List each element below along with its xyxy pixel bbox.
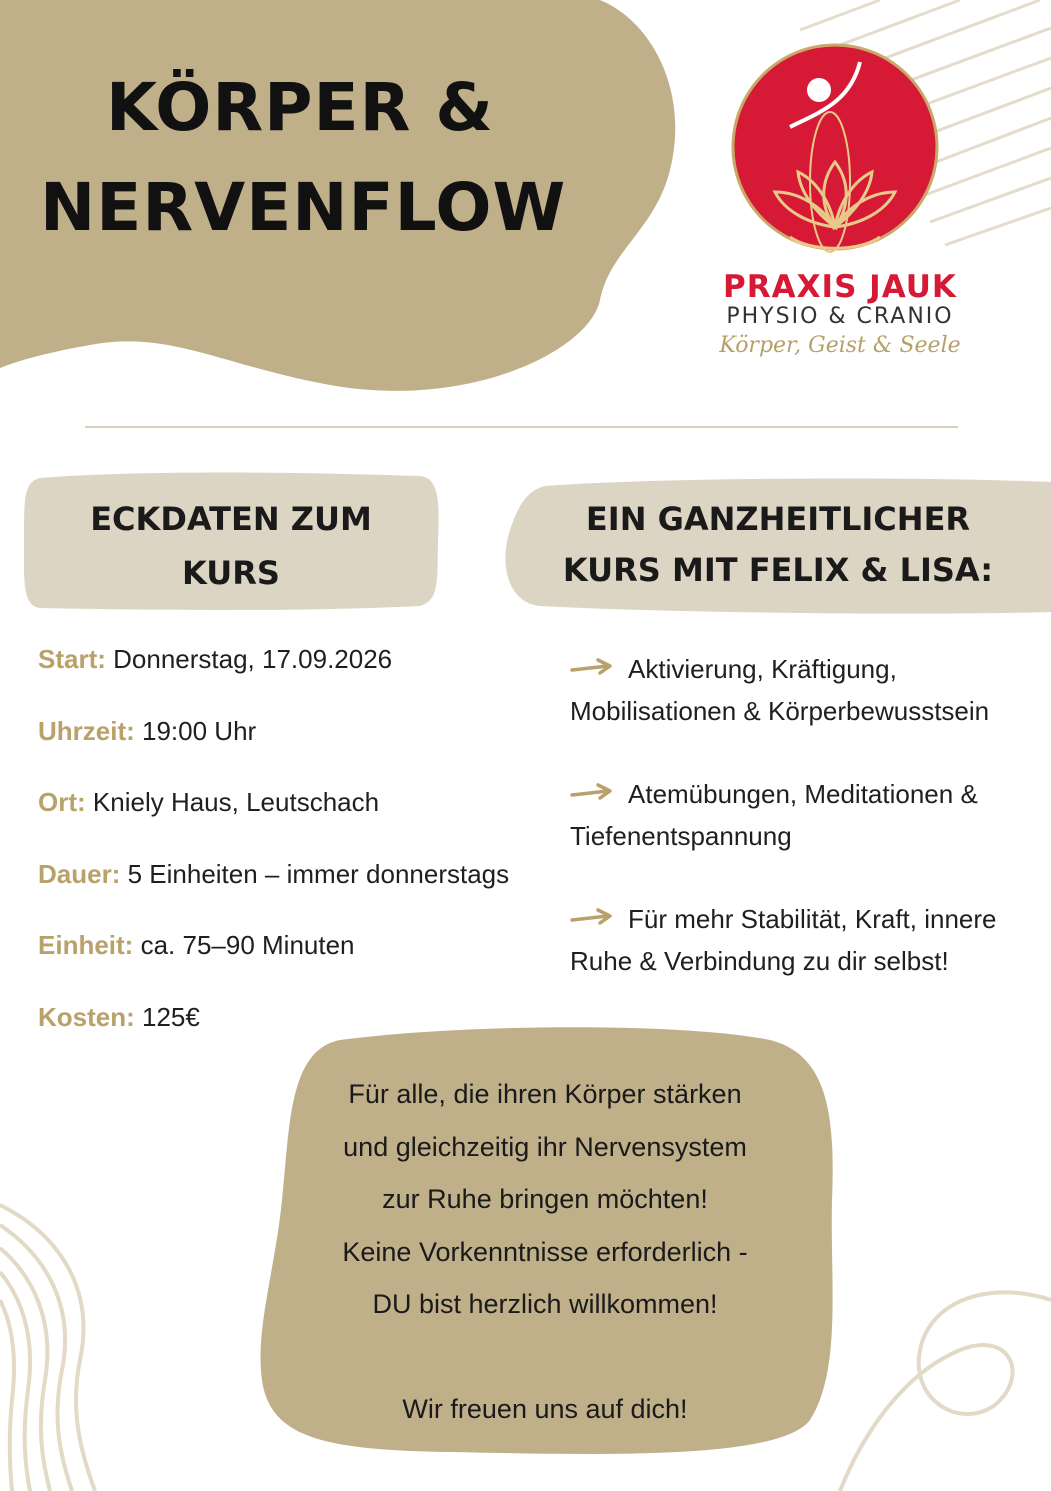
arrow-right-icon xyxy=(570,783,614,803)
brand-block xyxy=(700,270,980,362)
fact-value: Donnerstag, 17.09.2026 xyxy=(113,644,393,674)
fact-duration xyxy=(38,851,558,923)
fact-cost xyxy=(38,994,558,1066)
fact-label: Einheit: xyxy=(38,930,134,960)
right-header xyxy=(505,494,1051,596)
title-line: KÖRPER & xyxy=(106,69,494,146)
title-line: NERVENFLOW xyxy=(40,169,567,246)
highlight-text: Für mehr Stabilität, Kraft, innere xyxy=(628,904,997,934)
course-facts xyxy=(38,636,558,1065)
invitation-line: zur Ruhe bringen möchten! xyxy=(382,1184,708,1214)
highlight-item xyxy=(570,773,1040,898)
fact-label: Uhrzeit: xyxy=(38,715,135,746)
page-title xyxy=(40,58,567,258)
fact-session xyxy=(38,922,558,994)
fact-value: ca. 75–90 Minuten xyxy=(140,930,355,960)
fact-start xyxy=(38,636,558,708)
header-line: KURS xyxy=(182,554,280,592)
arrow-right-icon xyxy=(570,908,614,928)
highlight-text: Ruhe & Verbindung zu dir selbst! xyxy=(570,946,949,976)
brand-name: PRAXIS JAUK xyxy=(723,269,957,305)
highlight-text: Tiefenentspannung xyxy=(570,821,792,851)
invitation-line: und gleichzeitig ihr Nervensystem xyxy=(343,1131,747,1162)
invitation-text xyxy=(290,1068,800,1436)
brand-subtitle: PHYSIO & CRANIO xyxy=(726,304,954,329)
fact-label: Start: xyxy=(38,644,106,674)
highlight-text: Atemübungen, Meditationen & xyxy=(628,779,978,809)
header-line: KURS MIT FELIX & LISA: xyxy=(562,551,994,589)
loop-line xyxy=(840,1292,1051,1491)
highlight-item xyxy=(570,648,1040,773)
fact-value: 19:00 Uhr xyxy=(142,715,257,746)
invitation-line: Wir freuen uns auf dich! xyxy=(402,1394,688,1424)
highlight-item xyxy=(570,898,1040,1023)
fact-location xyxy=(38,779,558,851)
fact-value: 5 Einheiten – immer donnerstags xyxy=(127,858,510,889)
divider xyxy=(85,426,958,428)
invitation-line xyxy=(290,1331,800,1384)
highlight-text: Aktivierung, Kräftigung, xyxy=(628,654,897,684)
header-line: ECKDATEN ZUM xyxy=(90,500,372,538)
fact-label: Dauer: xyxy=(38,858,121,889)
arrow-right-icon xyxy=(570,658,614,678)
brand-tagline: Körper, Geist & Seele xyxy=(719,333,961,358)
invitation-line: Für alle, die ihren Körper stärken xyxy=(348,1079,742,1109)
invitation-line: Keine Vorkenntnisse erforderlich - xyxy=(342,1236,748,1267)
highlight-text: Mobilisationen & Körperbewusstsein xyxy=(570,696,990,726)
fact-value: 125€ xyxy=(142,1001,200,1032)
fact-label: Kosten: xyxy=(38,1001,135,1032)
wavy-lines xyxy=(0,1205,95,1491)
praxis-logo xyxy=(720,42,950,272)
fact-label: Ort: xyxy=(38,787,86,817)
fact-time xyxy=(38,708,558,780)
fact-value: Kniely Haus, Leutschach xyxy=(92,787,380,817)
header-line: EIN GANZHEITLICHER xyxy=(585,500,971,538)
left-header xyxy=(24,492,438,600)
course-highlights xyxy=(570,648,1040,1023)
invitation-line: DU bist herzlich willkommen! xyxy=(372,1289,718,1319)
